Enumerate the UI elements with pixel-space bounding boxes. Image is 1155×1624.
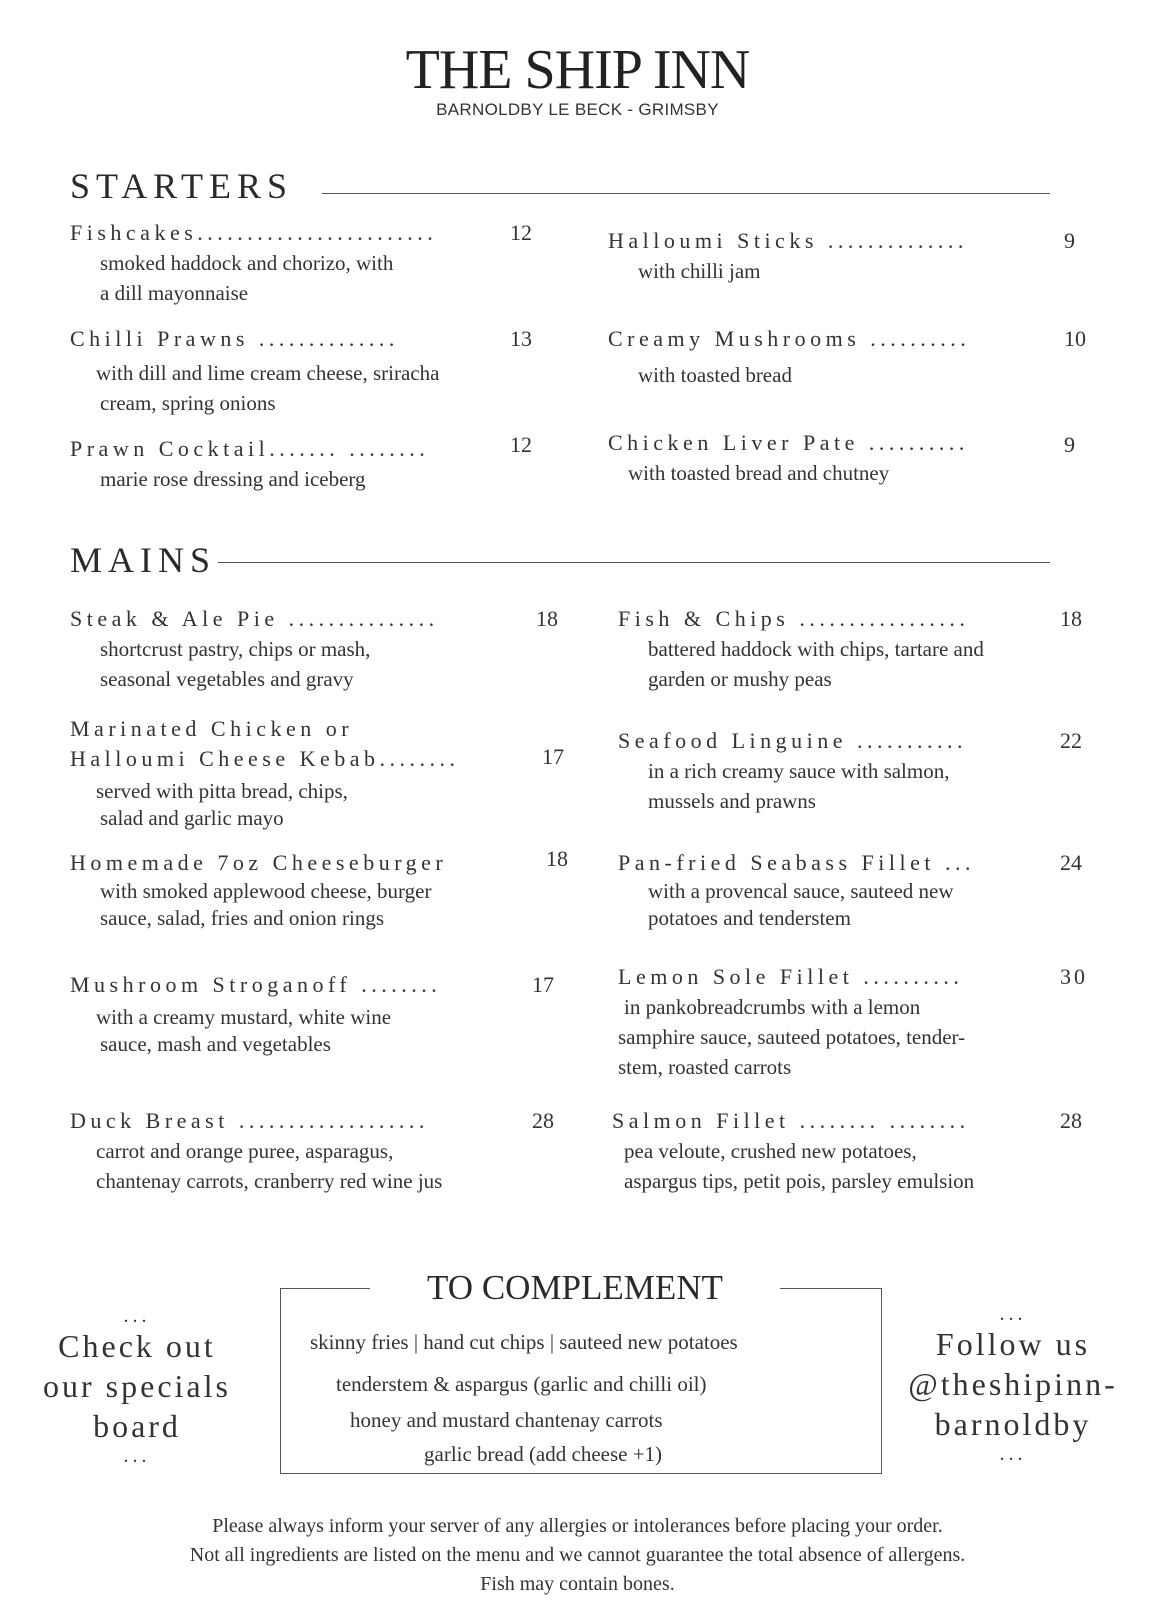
item-name: Marinated Chicken or [70,716,354,741]
item-price: 30 [1060,964,1088,989]
item-name: Mushroom Stroganoff ........ [70,972,442,997]
decorative-dots: ... [999,1443,1027,1465]
item-price: 9 [1064,228,1075,253]
mains-divider [218,562,1050,563]
item-price: 10 [1064,326,1086,351]
main-item-duck-breast [70,1106,570,1196]
item-desc: carrot and orange puree, asparagus, [96,1139,394,1163]
item-price: 9 [1064,432,1075,457]
item-desc: samphire sauce, sauteed potatoes, tender- [618,1025,966,1049]
main-item-cheeseburger [70,848,570,932]
item-name: Chicken Liver Pate .......... [608,430,969,455]
item-name-line-2: Halloumi Cheese Kebab........ [70,746,460,771]
starter-item-fishcakes [70,218,540,308]
item-desc: cream, spring onions [100,391,276,415]
social-follow-note [890,1304,1136,1464]
decorative-dots: ... [999,1303,1027,1325]
item-desc: with chilli jam [638,259,761,283]
item-price: 18 [536,606,558,631]
item-name: Duck Breast ................... [70,1108,429,1133]
item-desc: in a rich creamy sauce with salmon, [648,759,950,783]
item-price: 28 [532,1108,554,1133]
item-price: 17 [532,972,554,997]
item-desc: a dill mayonnaise [100,281,249,305]
item-name: Fish & Chips ................. [618,606,970,631]
item-desc: salad and garlic mayo [100,806,284,830]
item-price: 18 [546,846,568,871]
item-desc: with a provencal sauce, sauteed new [648,879,954,903]
item-desc: stem, roasted carrots [618,1055,792,1079]
item-desc: marie rose dressing and iceberg [100,467,366,491]
item-desc: chantenay carrots, cranberry red wine jus [96,1169,443,1193]
specials-line: Check out [58,1328,216,1364]
specials-line: board [93,1408,181,1444]
item-desc: smoked haddock and chorizo, with [100,251,394,275]
restaurant-location: BARNOLDBY LE BECK - GRIMSBY [436,100,719,119]
starter-item-prawn-cocktail [70,434,540,494]
item-desc: in pankobreadcrumbs with a lemon [624,995,921,1019]
social-line: Follow us [935,1326,1091,1362]
item-desc: battered haddock with chips, tartare and [648,637,984,661]
item-price: 24 [1060,850,1082,875]
item-price: 12 [510,432,532,457]
main-item-seafood-linguine [618,726,1098,816]
item-name: Pan-fried Seabass Fillet ... [618,850,975,875]
starter-item-chicken-liver-pate [608,428,1088,488]
item-name: Halloumi Sticks .............. [608,228,968,253]
complement-heading: TO COMPLEMENT [370,1268,780,1308]
main-item-chicken-kebab [70,714,570,830]
allergy-line: Fish may contain bones. [480,1573,675,1595]
item-desc: potatoes and tenderstem [648,906,851,930]
allergy-line: Not all ingredients are listed on the menu and we cannot guarantee the total absence of allergens. [189,1544,966,1566]
social-handle: barnoldby [934,1406,1092,1442]
complement-line: tenderstem & aspargus (garlic and chilli oil) [336,1372,707,1396]
item-desc: with toasted bread and chutney [628,461,890,485]
item-price: 12 [510,220,532,245]
mains-heading: MAINS [70,540,217,580]
item-desc: seasonal vegetables and gravy [100,667,354,691]
complement-line: garlic bread (add cheese +1) [424,1442,663,1466]
specials-line: our specials [43,1368,231,1404]
item-name: Homemade 7oz Cheeseburger [70,850,448,875]
item-desc: sauce, mash and vegetables [100,1032,331,1056]
item-name: Steak & Ale Pie ............... [70,606,439,631]
item-price: 18 [1060,606,1082,631]
item-desc: served with pitta bread, chips, [96,779,348,803]
main-item-mushroom-stroganoff [70,970,570,1058]
item-desc: aspargus tips, petit pois, parsley emulsion [624,1169,975,1193]
decorative-dots: ... [123,1445,151,1467]
main-item-salmon-fillet [612,1106,1092,1196]
item-name: Chilli Prawns .............. [70,326,399,351]
decorative-dots: ... [123,1305,151,1327]
item-desc: garden or mushy peas [648,667,832,691]
main-item-seabass [618,848,1098,932]
complement-line: skinny fries | hand cut chips | sauteed new potatoes [310,1330,738,1354]
allergy-notice [0,1512,1155,1599]
item-desc: pea veloute, crushed new potatoes, [624,1139,917,1163]
item-name: Seafood Linguine ........... [618,728,968,753]
item-name: Salmon Fillet ........ ........ [612,1108,970,1133]
item-desc: sauce, salad, fries and onion rings [100,906,385,930]
item-price: 13 [510,326,532,351]
item-desc: with smoked applewood cheese, burger [100,879,432,903]
item-desc: with dill and lime cream cheese, sriracha [96,361,440,385]
item-name: Prawn Cocktail....... ........ [70,436,430,461]
main-item-lemon-sole [618,962,1098,1082]
specials-board-note [22,1306,252,1466]
item-price: 17 [542,744,564,769]
item-price: 22 [1060,728,1082,753]
item-desc: with a creamy mustard, white wine [96,1005,392,1029]
restaurant-name: THE SHIP INN [405,39,750,101]
allergy-line: Please always inform your server of any allergies or intolerances before placing your order. [212,1515,943,1537]
starters-divider [322,193,1050,194]
item-desc: with toasted bread [638,363,792,387]
starter-item-creamy-mushrooms [608,324,1088,390]
menu-header [0,39,1155,120]
starter-item-halloumi-sticks [608,226,1078,286]
item-name: Creamy Mushrooms .......... [608,326,971,351]
social-handle: @theshipinn- [908,1366,1118,1402]
item-desc: mussels and prawns [648,789,816,813]
main-item-steak-ale-pie [70,604,560,694]
starters-heading: STARTERS [70,166,293,206]
starter-item-chilli-prawns [70,324,540,418]
item-desc: shortcrust pastry, chips or mash, [100,637,371,661]
complement-line: honey and mustard chantenay carrots [350,1408,663,1432]
item-name: Fishcakes........................ [70,220,438,245]
main-item-fish-chips [618,604,1098,694]
item-price: 28 [1060,1108,1082,1133]
item-name: Lemon Sole Fillet .......... [618,964,964,989]
